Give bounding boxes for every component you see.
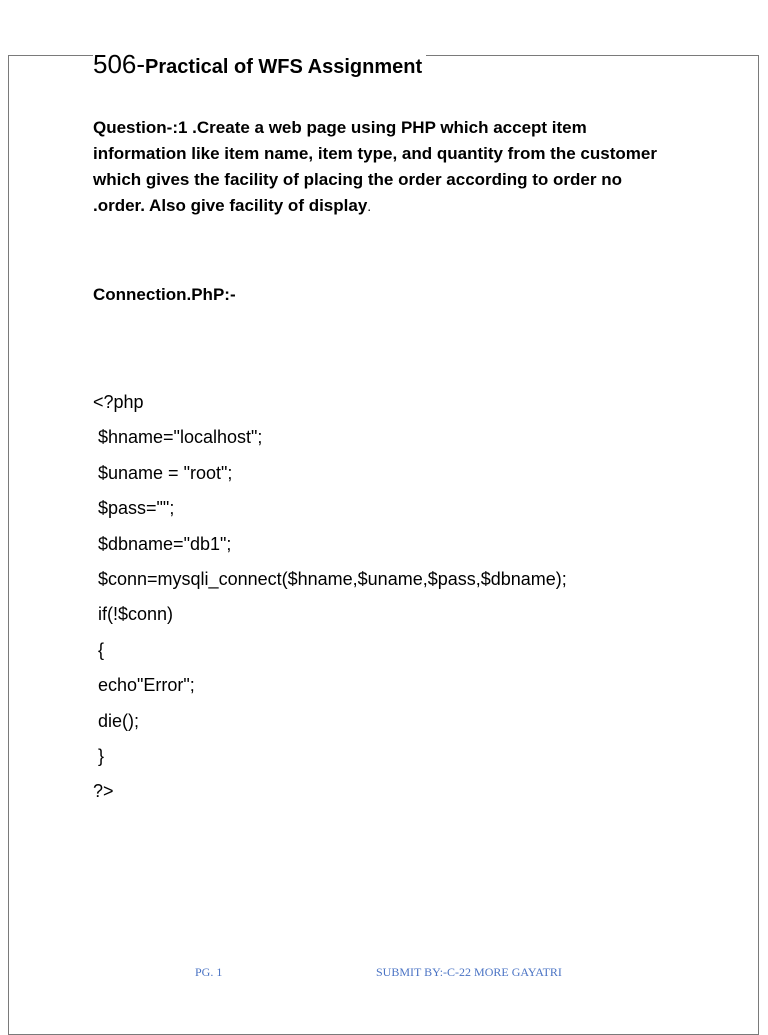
- code-line: if(!$conn): [93, 604, 174, 625]
- code-line: $hname="localhost";: [93, 427, 263, 448]
- question-paragraph: [93, 115, 673, 219]
- section-heading: Connection.PhP:-: [93, 285, 236, 304]
- title-text: Practical of WFS Assignment: [145, 56, 423, 78]
- question-tail: .: [367, 198, 372, 214]
- code-line: echo"Error";: [93, 675, 195, 696]
- code-line: }: [93, 745, 105, 766]
- code-line: <?php: [93, 392, 144, 412]
- code-line: $pass="";: [93, 498, 175, 519]
- document-title: [93, 46, 426, 83]
- code-line: die();: [93, 710, 140, 731]
- code-line: ?>: [93, 781, 114, 802]
- footer-page-number: PG. 1: [195, 965, 223, 979]
- code-block: [93, 385, 567, 810]
- code-line: $conn=mysqli_connect($hname,$uname,$pass,$dbname);: [93, 568, 567, 589]
- question-text: Question-:1 .Create a web page using PHP which accept item information like item name, item type, and quantity from the customer which gives the facility of placing the order according to order no .order. Also give facility of display: [93, 118, 657, 215]
- title-number: 506-: [93, 49, 146, 79]
- code-line: {: [93, 639, 105, 660]
- code-line: $uname = "root";: [93, 462, 233, 483]
- code-line: $dbname="db1";: [93, 533, 232, 554]
- footer-submitted-by: SUBMIT BY:-C-22 MORE GAYATRI: [376, 965, 562, 979]
